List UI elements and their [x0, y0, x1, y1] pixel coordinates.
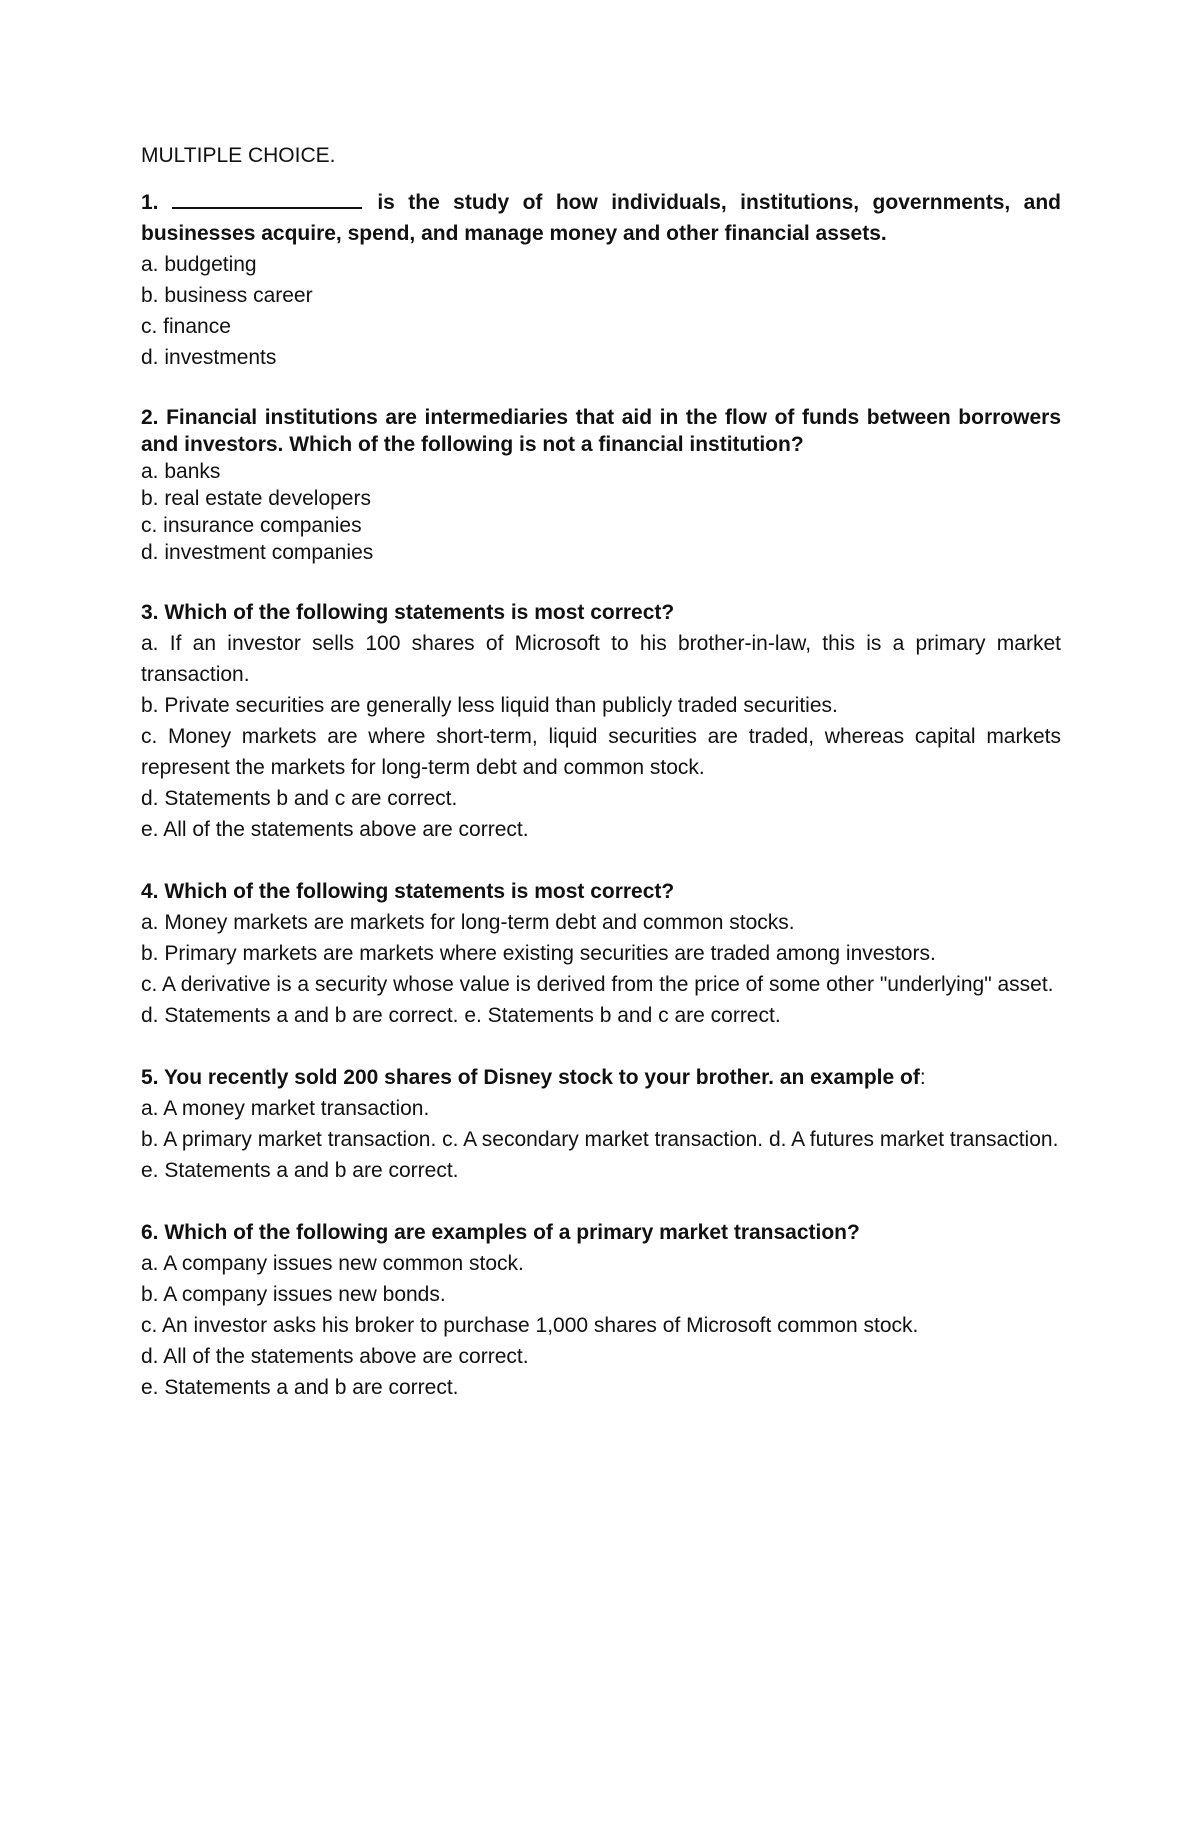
question-stem — [141, 187, 1061, 249]
answer-option: e. All of the statements above are correct. — [141, 818, 529, 841]
question-5 — [141, 1062, 1061, 1186]
question-number: 2. — [141, 406, 159, 429]
answer-option: b. A primary market transaction. c. A secondary market transaction. d. A futures market transaction. — [141, 1128, 1059, 1151]
answer-option: d. investment companies — [141, 541, 374, 564]
answer-option: b. business career — [141, 284, 313, 307]
answer-option: d. Statements b and c are correct. — [141, 787, 458, 810]
answer-option: d. Statements a and b are correct. e. Statements b and c are correct. — [141, 1004, 781, 1027]
question-text: Financial institutions are intermediaries that aid in the flow of funds between borrowers and investors. Which of the following is not a financial institution? — [141, 406, 1061, 456]
section-heading: MULTIPLE CHOICE. — [141, 144, 336, 167]
question-suffix: : — [919, 1066, 926, 1089]
question-stem — [141, 1062, 1061, 1093]
question-number: 5. — [141, 1066, 159, 1089]
answer-option: b. real estate developers — [141, 487, 371, 510]
question-number: 6. — [141, 1221, 159, 1244]
question-text: is the study of how individuals, institutions, governments, and businesses acquire, spend, and manage money and other financial assets. — [141, 191, 1061, 245]
document-page — [141, 140, 1061, 1434]
answer-option: c. A derivative is a security whose value is derived from the price of some other "underlying" asset. — [141, 973, 1054, 996]
answer-option: c. insurance companies — [141, 514, 362, 537]
question-text: Which of the following statements is most correct? — [158, 601, 675, 624]
answer-option: b. Primary markets are markets where existing securities are traded among investors. — [141, 942, 936, 965]
answer-option: a. A money market transaction. — [141, 1097, 430, 1120]
question-6 — [141, 1217, 1061, 1403]
question-stem — [141, 1217, 1061, 1248]
answer-option: b. A company issues new bonds. — [141, 1283, 446, 1306]
answer-option: a. banks — [141, 460, 221, 483]
answer-option: e. Statements a and b are correct. — [141, 1159, 459, 1182]
answer-option: c. Money markets are where short-term, liquid securities are traded, whereas capital markets represent the markets for long-term debt and common stock. — [141, 725, 1061, 779]
question-1 — [141, 187, 1061, 373]
answer-option: a. A company issues new common stock. — [141, 1252, 524, 1275]
answer-option: c. An investor asks his broker to purchase 1,000 shares of Microsoft common stock. — [141, 1314, 919, 1337]
answer-option: d. All of the statements above are correct. — [141, 1345, 529, 1368]
answer-option: a. budgeting — [141, 253, 257, 276]
question-stem — [141, 597, 1061, 628]
question-stem — [141, 404, 1061, 458]
question-2 — [141, 404, 1061, 566]
answer-option: a. Money markets are markets for long-term debt and common stocks. — [141, 911, 795, 934]
answer-option: a. If an investor sells 100 shares of Microsoft to his brother-in-law, this is a primary market transaction. — [141, 632, 1061, 686]
fill-in-blank — [172, 187, 362, 209]
question-text: Which of the following are examples of a primary market transaction? — [158, 1221, 860, 1244]
question-number: 3. — [141, 601, 159, 624]
answer-option: e. Statements a and b are correct. — [141, 1376, 459, 1399]
question-number: 1. — [141, 191, 159, 214]
question-3 — [141, 597, 1061, 845]
question-number: 4. — [141, 880, 159, 903]
question-text: Which of the following statements is most correct? — [158, 880, 675, 903]
answer-option: c. finance — [141, 315, 231, 338]
question-4 — [141, 876, 1061, 1031]
question-stem — [141, 876, 1061, 907]
question-text: You recently sold 200 shares of Disney stock to your brother. an example of — [158, 1066, 920, 1089]
answer-option: d. investments — [141, 346, 277, 369]
answer-option: b. Private securities are generally less liquid than publicly traded securities. — [141, 694, 838, 717]
